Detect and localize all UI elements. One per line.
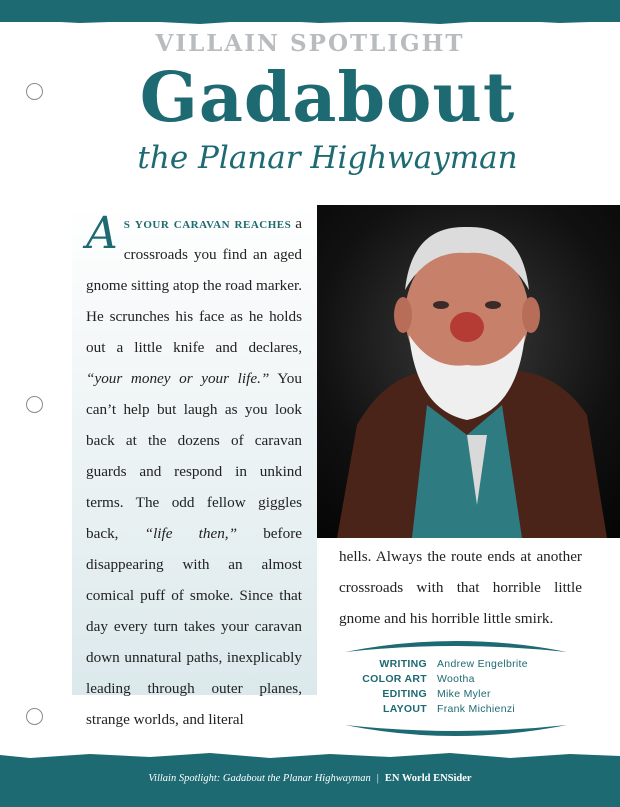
quote-life-then: “life then,” [144, 525, 238, 542]
credit-name: Andrew Engelbrite [437, 658, 528, 670]
footer-caption [0, 773, 620, 784]
article-continuation: hells. Always the route ends at another crossroads with that horrible little gnome and his horrible little smirk. [339, 548, 582, 627]
paragraph-part-3: before disappearing with an almost comical puff of smoke. Since that day every turn takes your caravan down unnatural paths, inexplicably leading through outer planes, strange worlds, and literal [86, 525, 302, 728]
footer-separator: | [376, 773, 379, 784]
credit-row-color-art [345, 673, 567, 688]
credit-row-layout [345, 703, 567, 718]
credit-name: Wootha [437, 673, 475, 685]
drop-cap: A [86, 208, 118, 259]
page-subtitle: the Planar Highwayman [137, 140, 518, 176]
page-title: Gadabout [139, 58, 516, 138]
top-banner-torn-edge [0, 18, 620, 26]
binder-hole-middle [26, 396, 43, 413]
lead-in: s your caravan reaches [123, 215, 292, 232]
credit-role: EDITING [382, 688, 427, 700]
credit-row-editing [345, 688, 567, 703]
credits-block [345, 636, 567, 741]
credit-row-writing [345, 658, 567, 673]
article-body [86, 208, 302, 735]
credit-role: LAYOUT [383, 703, 427, 715]
footer-brand: EN World ENSider [384, 773, 472, 784]
credit-name: Mike Myler [437, 688, 491, 700]
credit-name: Frank Michienzi [437, 703, 516, 715]
footer-title: Villain Spotlight: Gadabout the Planar Highwayman [148, 773, 371, 784]
section-kicker: VILLAIN SPOTLIGHT [155, 30, 465, 57]
paragraph-part-1: a crossroads you find an aged gnome sitting atop the road marker. He scrunches his face as he holds out a little knife and declares, [86, 215, 302, 356]
credit-role: COLOR ART [362, 673, 427, 685]
paragraph-part-2: You can’t help but laugh as you look back at the dozens of caravan guards and respond in unkind terms. The odd fellow giggles back, [86, 370, 302, 542]
binder-hole-bottom [26, 708, 43, 725]
credit-role: WRITING [379, 658, 427, 670]
quote-money-or-life: “your money or your life.” [86, 370, 270, 387]
gnome-portrait-illustration [317, 205, 620, 538]
